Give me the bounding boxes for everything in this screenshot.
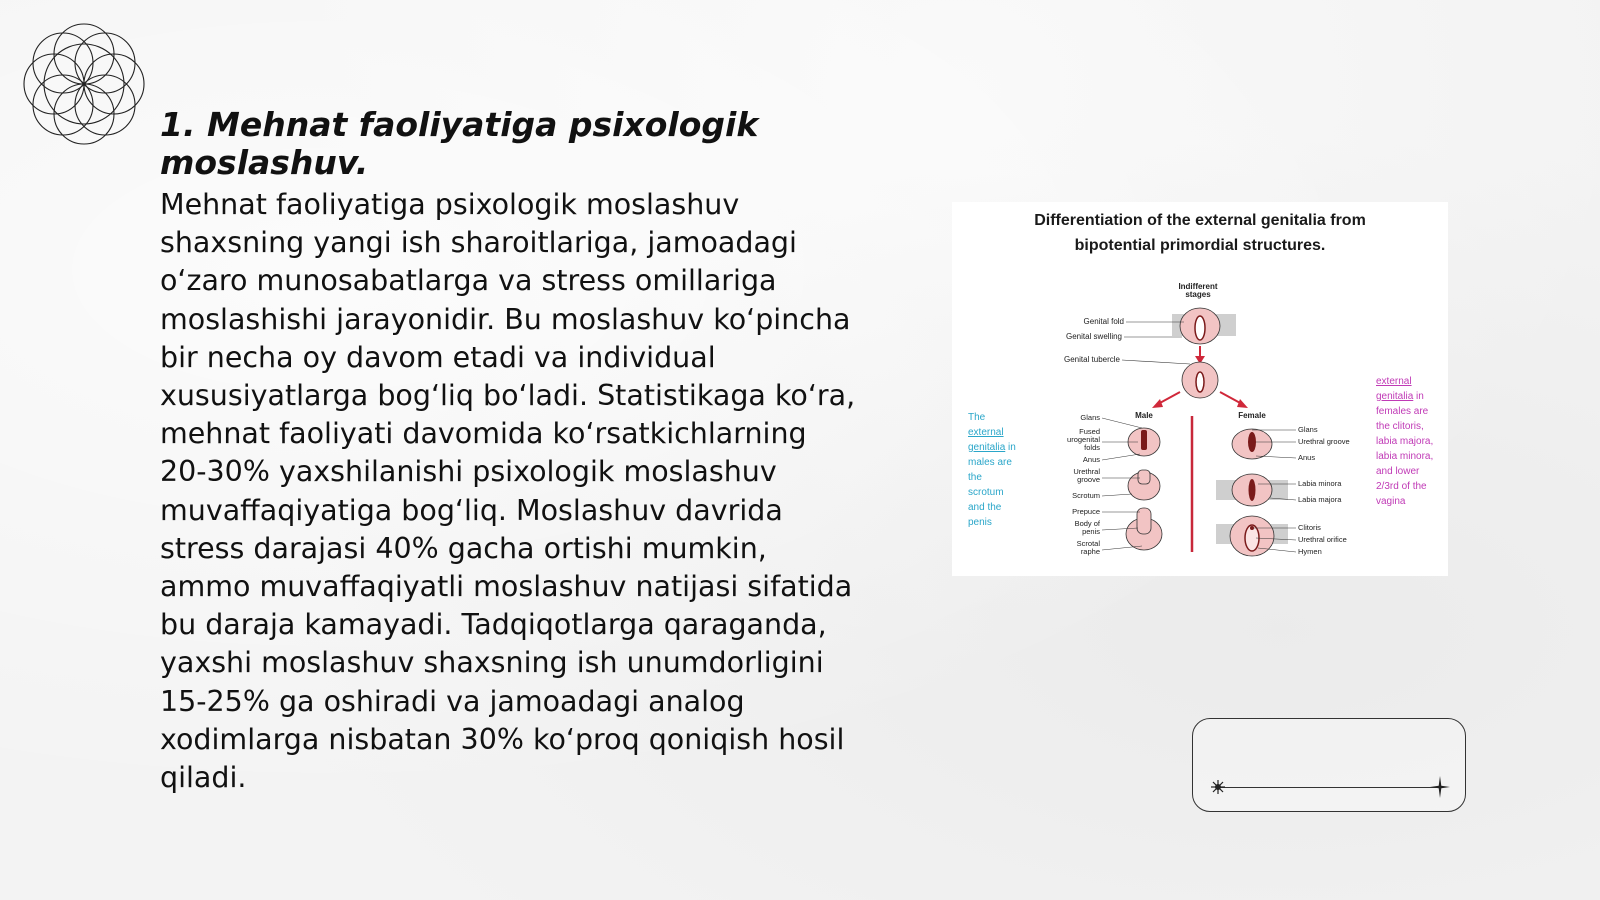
figure-diagram [952, 202, 1448, 576]
male-label-glans: Glans [1080, 413, 1100, 422]
external-genitalia-link[interactable]: external genitalia [1376, 376, 1414, 402]
female-note: external genitalia in females are the clitoris, labia majora, labia minora, and lower 2/3rd of the vagina [1376, 376, 1434, 507]
female-label-labia-majora: Labia majora [1298, 495, 1342, 504]
male-note: The external genitalia in males are the scrotum and the penis [968, 412, 1016, 528]
urogenital-slit [1195, 316, 1205, 340]
male-label-prepuce: Prepuce [1072, 507, 1100, 516]
star-cross-icon [1429, 775, 1451, 799]
svg-text:groove: groove [1077, 475, 1100, 484]
female-label-urethral-groove: Urethral groove [1298, 437, 1350, 446]
female-label-urethral-orifice: Urethral orifice [1298, 535, 1347, 544]
slide-body-text: Mehnat faoliyatiga psixologik moslashuv shaxsning yangi ish sharoitlariga, jamoadagi o‘zaro munosabatlarga va stress omillariga moslashishi jarayonidir. Bu moslashuv ko‘pincha bir necha oy davom etadi va individual xususiyatlarga bog‘liq bo‘ladi. Statistikaga ko‘ra, mehnat faoliyati davomida ko‘rsatkichlarning 20-30% yaxshilanishi psixologik moslashuv muvaffaqiyatiga bog‘liq. Moslashuv davrida stress darajasi 40% gacha ortishi mumkin, ammo muvaffaqiyatli moslashuv natijasi sifatida bu daraja kamayadi. Tadqiqotlarga qaraganda, yaxshi moslashuv shaxsning ish unumdorligini 15-25% ga oshiradi va jamoadagi analog xodimlarga nisbatan 30% ko‘proq qoniqish hosil qiladi. [160, 188, 856, 795]
female-label-clitoris: Clitoris [1298, 523, 1321, 532]
external-genitalia-link[interactable]: external genitalia [968, 427, 1006, 453]
female-label-hymen: Hymen [1298, 547, 1322, 556]
figure-title: Differentiation of the external genitalia from bipotential primordial structures. [1034, 212, 1366, 254]
svg-text:Fused: Fused [1079, 427, 1100, 436]
male-heading: Male [1135, 411, 1153, 420]
svg-text:raphe: raphe [1080, 547, 1100, 556]
svg-text:Scrotal: Scrotal [1076, 539, 1100, 548]
svg-text:Body of: Body of [1074, 519, 1100, 528]
indifferent-stage-label-2: stages [1185, 290, 1211, 299]
female-label-labia-minora: Labia minora [1298, 479, 1342, 488]
slider-track[interactable] [1217, 787, 1439, 788]
svg-text:folds: folds [1084, 443, 1100, 452]
genitalia-differentiation-figure [952, 202, 1448, 576]
female-heading: Female [1238, 411, 1266, 420]
decorative-circles-icon [10, 10, 158, 158]
label-genital-swelling: Genital swelling [1065, 332, 1122, 341]
svg-text:urogenital: urogenital [1067, 435, 1100, 444]
male-label-anus: Anus [1082, 455, 1100, 464]
svg-text:Urethral: Urethral [1073, 467, 1100, 476]
label-genital-tubercle: Genital tubercle [1063, 355, 1120, 364]
label-genital-fold: Genital fold [1083, 317, 1124, 326]
slider-frame [1192, 718, 1466, 812]
sparkle-icon [1208, 777, 1228, 797]
male-label-scrotum: Scrotum [1072, 491, 1100, 500]
female-label-glans: Glans [1298, 425, 1318, 434]
slide-title: 1. Mehnat faoliyatiga psixologik moslashuv. [160, 105, 759, 182]
svg-text:penis: penis [1082, 527, 1100, 536]
female-label-anus: Anus [1298, 453, 1316, 462]
indifferent-stage-label-1: Indifferent [1178, 282, 1218, 291]
